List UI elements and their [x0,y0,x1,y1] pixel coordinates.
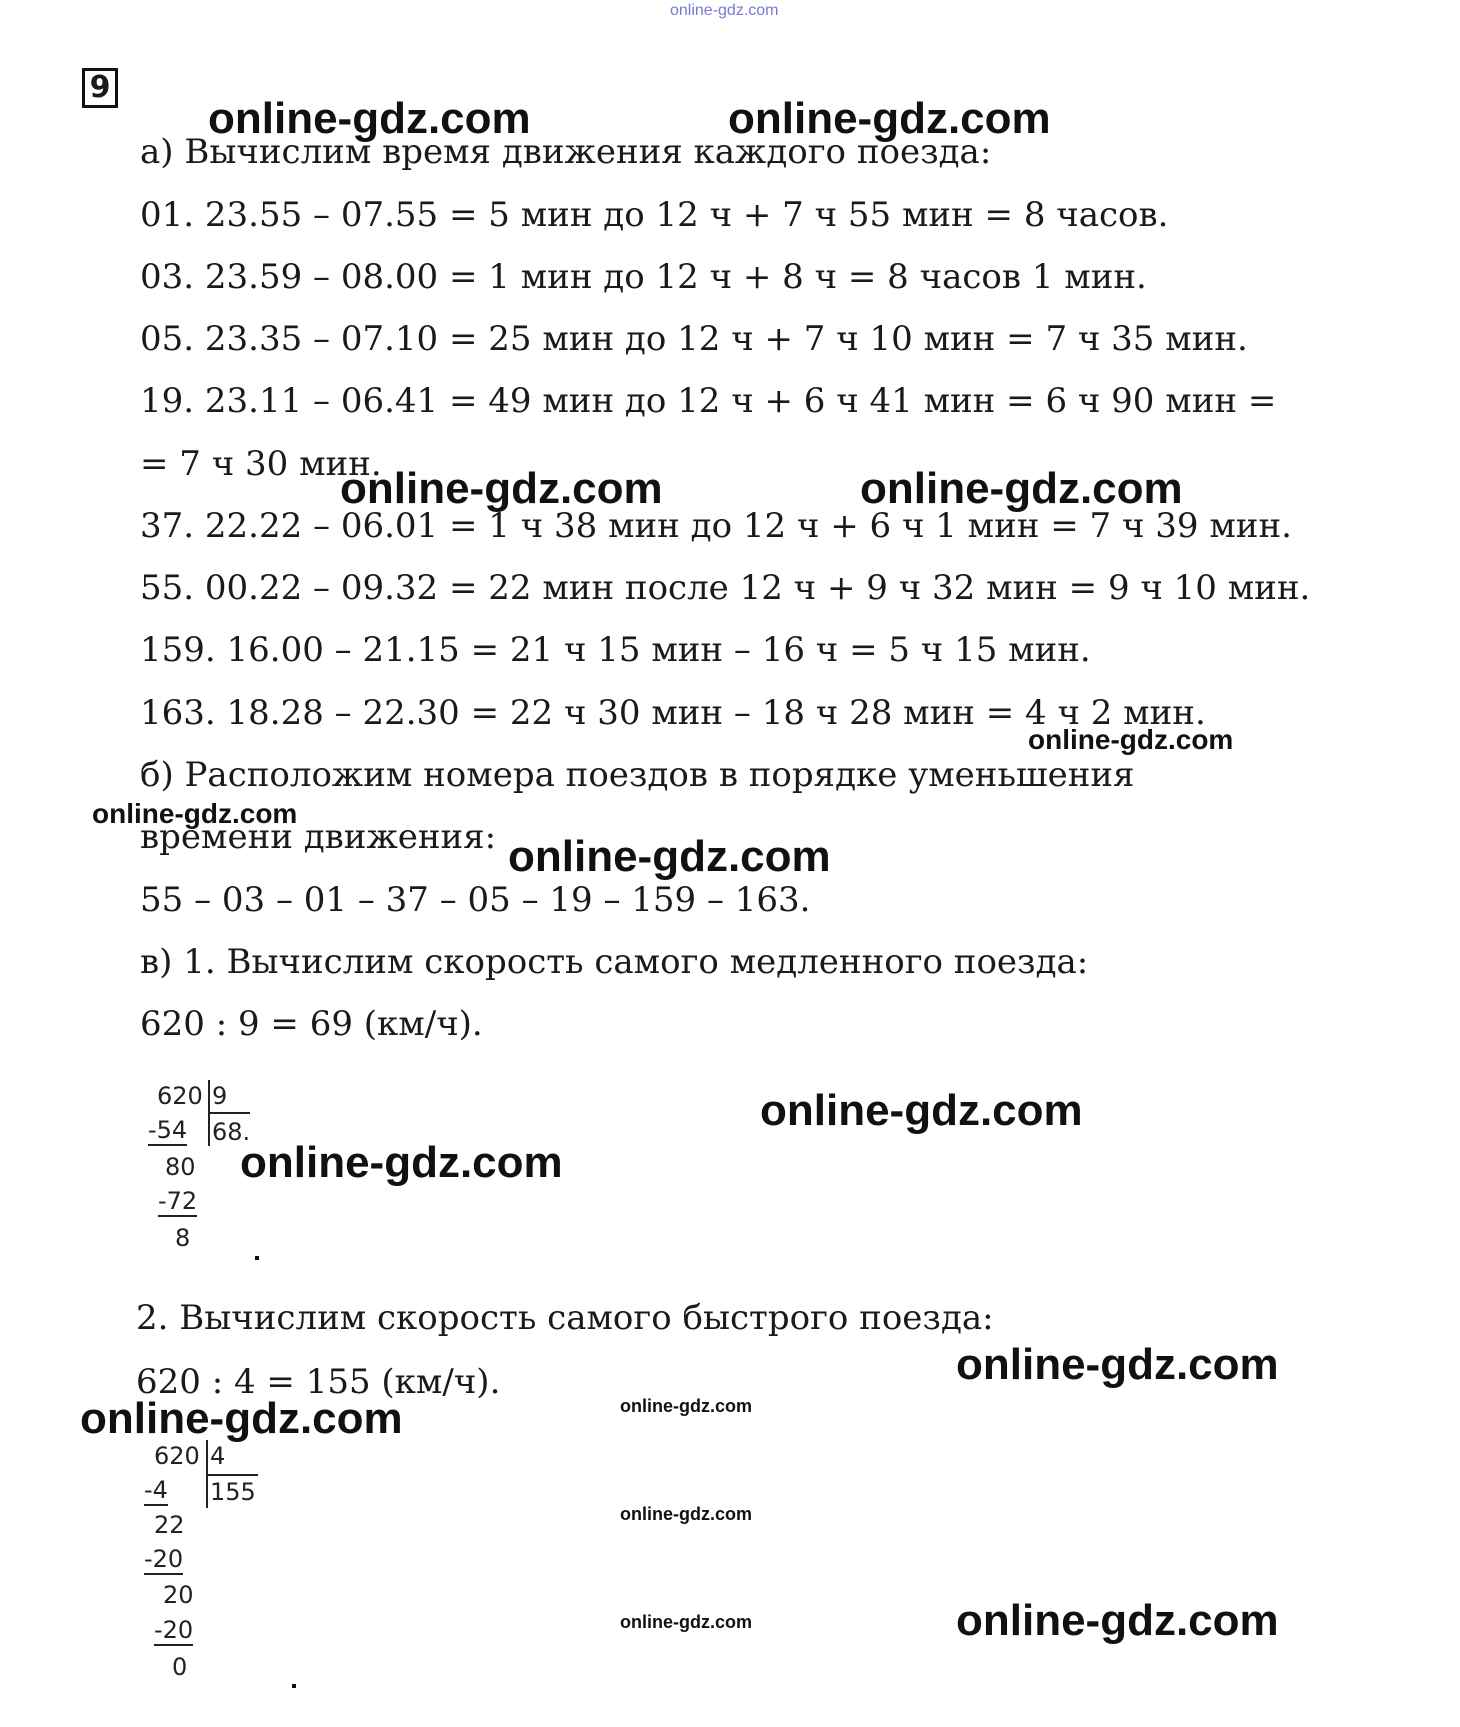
div1-horizontal-bar [208,1112,250,1114]
calc-line-159: 159. 16.00 – 21.15 = 21 ч 15 мин – 16 ч = 5 ч 15 мин. [140,630,1091,670]
watermark: online-gdz.com [860,464,1183,513]
div2-step1: -4 [144,1476,168,1504]
part-a-header: а) Вычислим время движения каждого поезда: [140,132,992,172]
watermark: online-gdz.com [508,832,831,881]
part-v-calc: 620 : 9 = 69 (км/ч). [140,1004,483,1044]
watermark: online-gdz.com [728,94,1051,143]
watermark: online-gdz.com [620,1396,752,1416]
div2-divisor: 4 [210,1442,226,1470]
watermark: online-gdz.com [956,1596,1279,1645]
div1-dividend: 620 [157,1082,203,1110]
watermark: online-gdz.com [1028,724,1234,755]
part-v2-calc: 620 : 4 = 155 (км/ч). [136,1362,501,1402]
calc-line-163: 163. 18.28 – 22.30 = 22 ч 30 мин – 18 ч 28 мин = 4 ч 2 мин. [140,693,1206,733]
div2-quotient: 155 [210,1478,256,1506]
watermark: online-gdz.com [80,1394,403,1443]
part-v2-header: 2. Вычислим скорость самого быстрого поезда: [136,1298,994,1338]
watermark: online-gdz.com [92,798,298,829]
site-mark: online-gdz.com [670,2,779,19]
watermark: online-gdz.com [620,1612,752,1632]
div1-divisor: 9 [212,1082,228,1110]
div2-horizontal-bar [206,1474,258,1476]
watermark: online-gdz.com [760,1086,1083,1135]
part-v-header: в) 1. Вычислим скорость самого медленного поезда: [140,942,1089,982]
div2-remainder3: 0 [172,1653,188,1681]
watermark: online-gdz.com [208,94,531,143]
div1-remainder1: 80 [165,1153,196,1181]
div1-quotient: 68. [212,1118,251,1146]
watermark: online-gdz.com [956,1340,1279,1389]
div2-step3: -20 [154,1616,194,1644]
div1-step1: -54 [148,1116,188,1144]
calc-line-03: 03. 23.59 – 08.00 = 1 мин до 12 ч + 8 ч = 8 часов 1 мин. [140,257,1147,297]
div2-remainder1: 22 [154,1511,185,1539]
part-b-header-cont: времени движения: [140,817,497,857]
div2-dividend: 620 [154,1442,200,1470]
calc-line-55: 55. 00.22 – 09.32 = 22 мин после 12 ч + 9 ч 32 мин = 9 ч 10 мин. [140,568,1311,608]
watermark: online-gdz.com [340,464,663,513]
calc-line-19-cont: = 7 ч 30 мин. [140,444,382,484]
div1-step2: -72 [158,1187,198,1215]
part-b-header: б) Расположим номера поездов в порядке уменьшения [140,755,1135,795]
watermark: online-gdz.com [240,1138,563,1187]
part-b-order: 55 – 03 – 01 – 37 – 05 – 19 – 159 – 163. [140,880,811,920]
calc-line-05: 05. 23.35 – 07.10 = 25 мин до 12 ч + 7 ч 10 мин = 7 ч 35 мин. [140,319,1248,359]
calc-line-19: 19. 23.11 – 06.41 = 49 мин до 12 ч + 6 ч 41 мин = 6 ч 90 мин = [140,381,1277,421]
calc-line-01: 01. 23.55 – 07.55 = 5 мин до 12 ч + 7 ч 55 мин = 8 часов. [140,195,1169,235]
div2-step2: -20 [144,1545,184,1573]
div1-dot [255,1256,259,1260]
calc-line-37: 37. 22.22 – 06.01 = 1 ч 38 мин до 12 ч + 6 ч 1 мин = 7 ч 39 мин. [140,506,1292,546]
watermark: online-gdz.com [620,1504,752,1524]
div2-remainder2: 20 [163,1581,194,1609]
div2-dot [292,1684,296,1688]
task-number-box: 9 [82,68,118,108]
div1-remainder2: 8 [175,1224,191,1252]
